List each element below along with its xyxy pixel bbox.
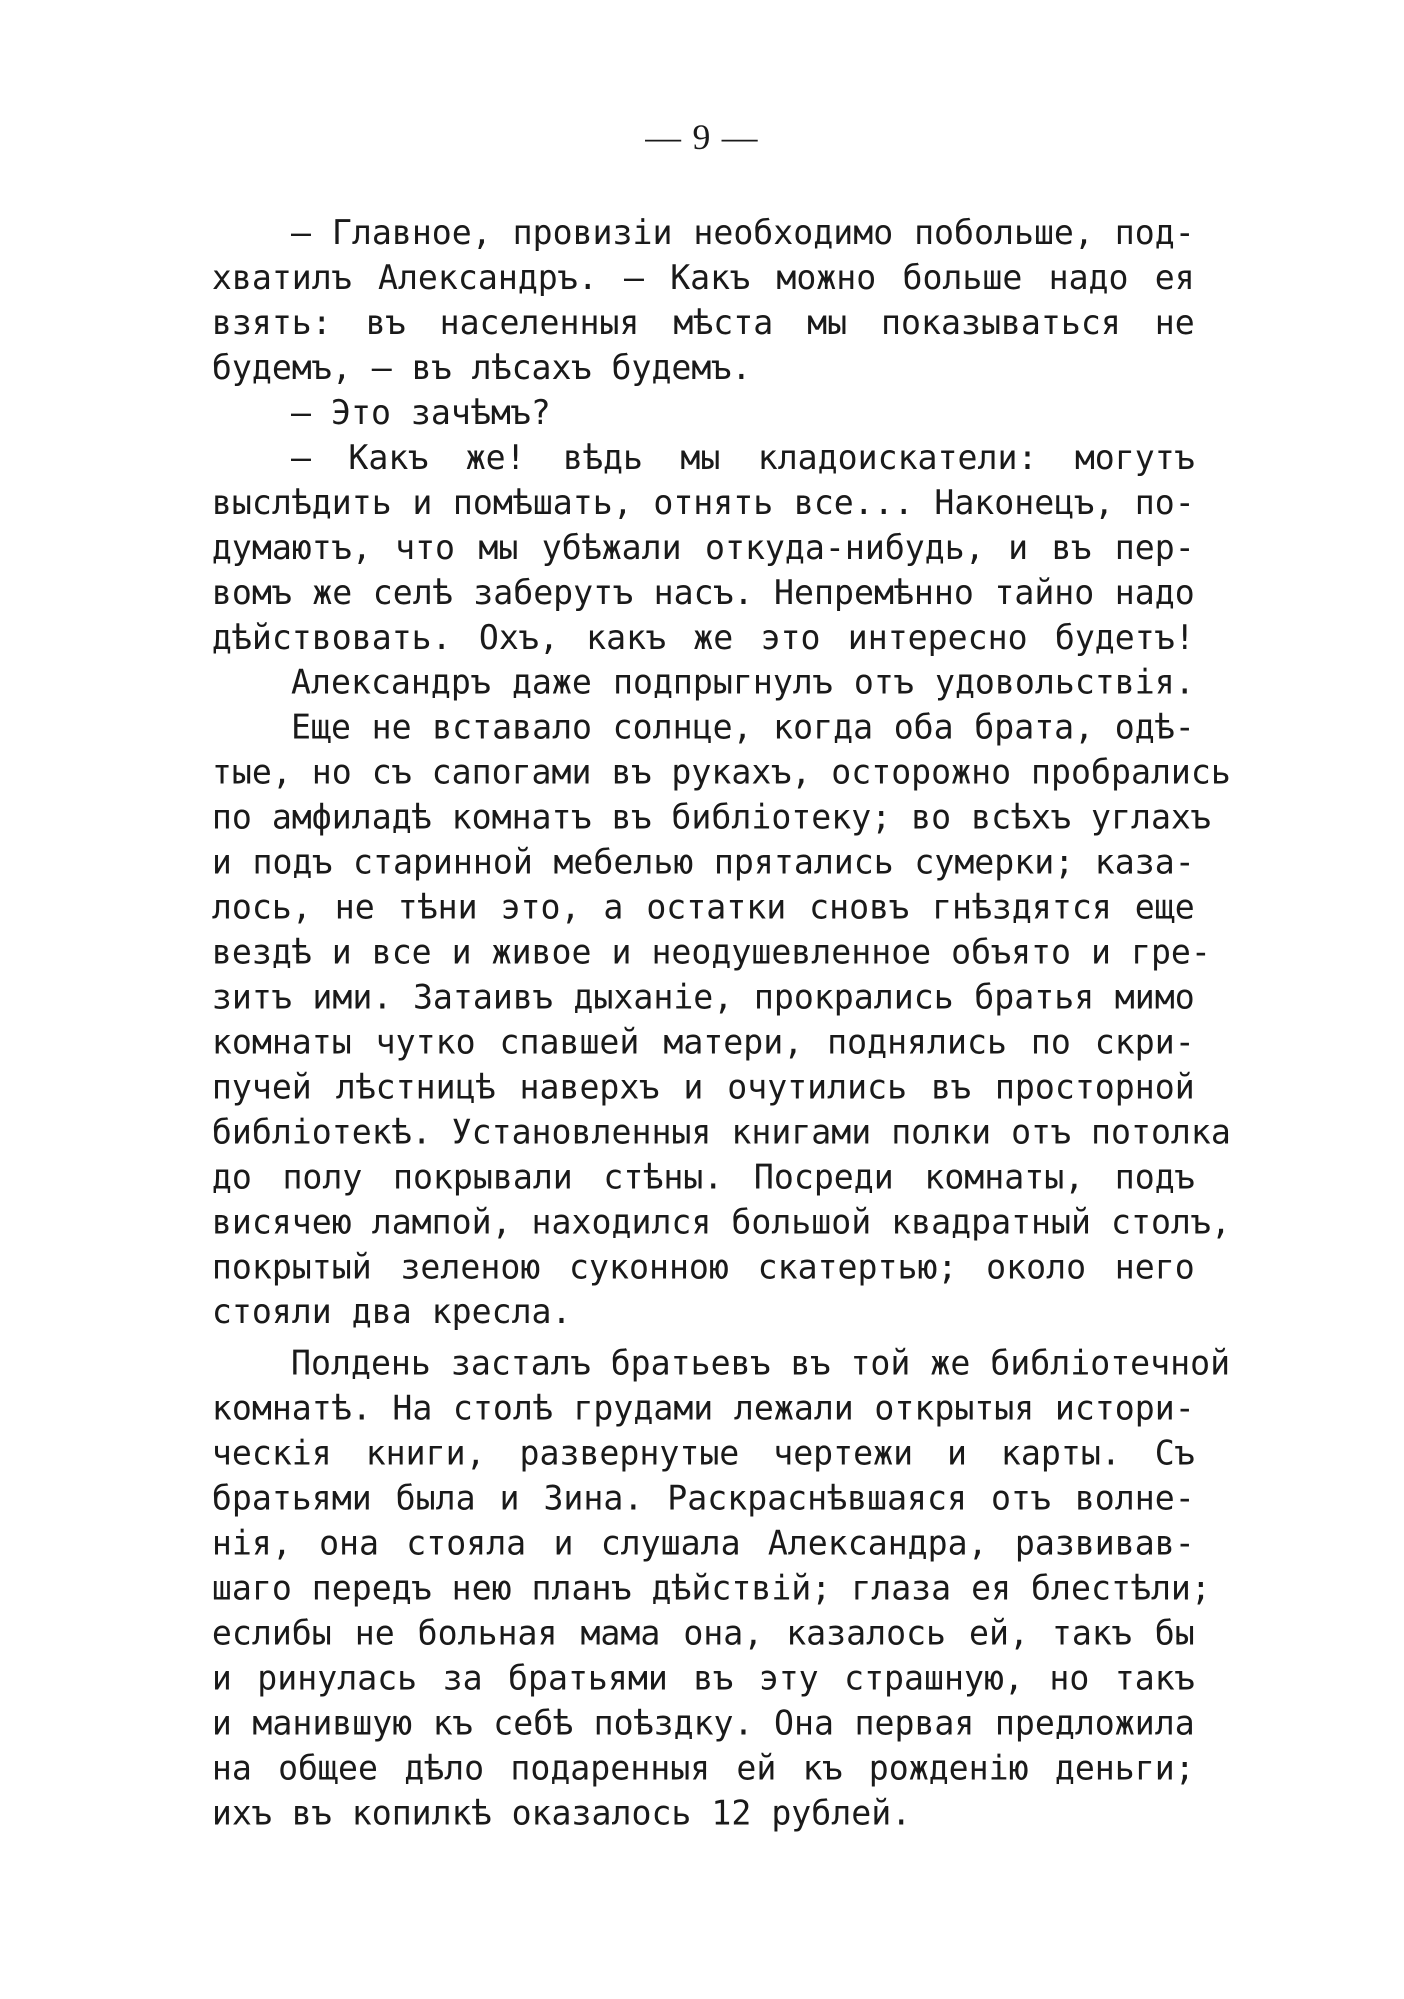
- text-line: и манившую къ себѣ поѣздку. Она первая предложила: [211, 1704, 1195, 1744]
- text-line: Еще не вставало солнце, когда оба брата, одѣ-: [291, 709, 1195, 748]
- text-line: покрытый зеленою суконною скатертью; около него: [211, 1248, 1195, 1288]
- text-line: до полу покрывали стѣны. Посреди комнаты, подъ: [211, 1158, 1195, 1198]
- text-line: и ринулась за братьями въ эту страшную, но такъ: [211, 1659, 1195, 1699]
- text-line: библіотекѣ. Установленныя книгами полки отъ потолка: [211, 1113, 1231, 1153]
- text-line: тые, но съ сапогами въ рукахъ, осторожно пробрались: [211, 754, 1231, 793]
- text-line: на общее дѣло подаренныя ей къ рожденію деньги;: [211, 1749, 1195, 1789]
- text-line: шаго передъ нею планъ дѣйствій; глаза ея блестѣли;: [211, 1569, 1211, 1609]
- text-line: — Это зачѣмъ?: [291, 394, 551, 433]
- text-line: хватилъ Александръ. — Какъ можно больше надо ея: [211, 259, 1195, 299]
- text-line: зитъ ими. Затаивъ дыханіе, прокрались братья мимо: [211, 978, 1195, 1018]
- text-line: комнатѣ. На столѣ грудами лежали открытыя истори-: [211, 1390, 1195, 1429]
- text-line: вомъ же селѣ заберутъ насъ. Непремѣнно тайно надо: [211, 574, 1195, 613]
- text-line: висячею лампой, находился большой квадратный столъ,: [211, 1203, 1231, 1243]
- text-line: лось, не тѣни это, а остатки сновъ гнѣздятся еще: [211, 889, 1195, 928]
- text-line: думаютъ, что мы убѣжали откуда-нибудь, и въ пер-: [211, 529, 1195, 568]
- text-line: стояли два кресла.: [211, 1293, 572, 1333]
- text-line: вездѣ и все и живое и неодушевленное объято и гре-: [211, 933, 1211, 973]
- text-line: дѣйствовать. Охъ, какъ же это интересно будетъ!: [211, 619, 1195, 658]
- text-line: будемъ, — въ лѣсахъ будемъ.: [211, 349, 752, 388]
- text-line: взять: въ населенныя мѣста мы показываться не: [211, 304, 1195, 344]
- text-line: ихъ въ копилкѣ оказалось 12 рублей.: [211, 1794, 912, 1834]
- text-line: Александръ даже подпрыгнулъ отъ удовольствія.: [291, 664, 1195, 703]
- text-line: Полдень засталъ братьевъ въ той же библіотечной: [291, 1345, 1231, 1384]
- text-line: братьями была и Зина. Раскраснѣвшаяся отъ волне-: [211, 1479, 1195, 1519]
- text-line: и подъ старинной мебелью прятались сумерки; каза-: [211, 844, 1195, 883]
- text-line: комнаты чутко спавшей матери, поднялись по скри-: [211, 1023, 1195, 1063]
- text-line: нія, она стояла и слушала Александра, развивав-: [211, 1524, 1195, 1564]
- text-line: по амфиладѣ комнатъ въ библіотеку; во всѣхъ углахъ: [211, 799, 1211, 838]
- text-line: еслибы не больная мама она, казалось ей, такъ бы: [211, 1614, 1195, 1654]
- text-line: — Какъ же! вѣдь мы кладоискатели: могутъ: [291, 439, 1195, 478]
- text-line: пучей лѣстницѣ наверхъ и очутились въ просторной: [211, 1068, 1195, 1108]
- text-line: выслѣдить и помѣшать, отнять все... Наконецъ, по-: [211, 484, 1195, 523]
- text-line: — Главное, провизіи необходимо побольше, под-: [291, 214, 1195, 254]
- page-number: — 9 —: [645, 118, 759, 159]
- text-line: ческія книги, развернутые чертежи и карты. Съ: [211, 1435, 1195, 1474]
